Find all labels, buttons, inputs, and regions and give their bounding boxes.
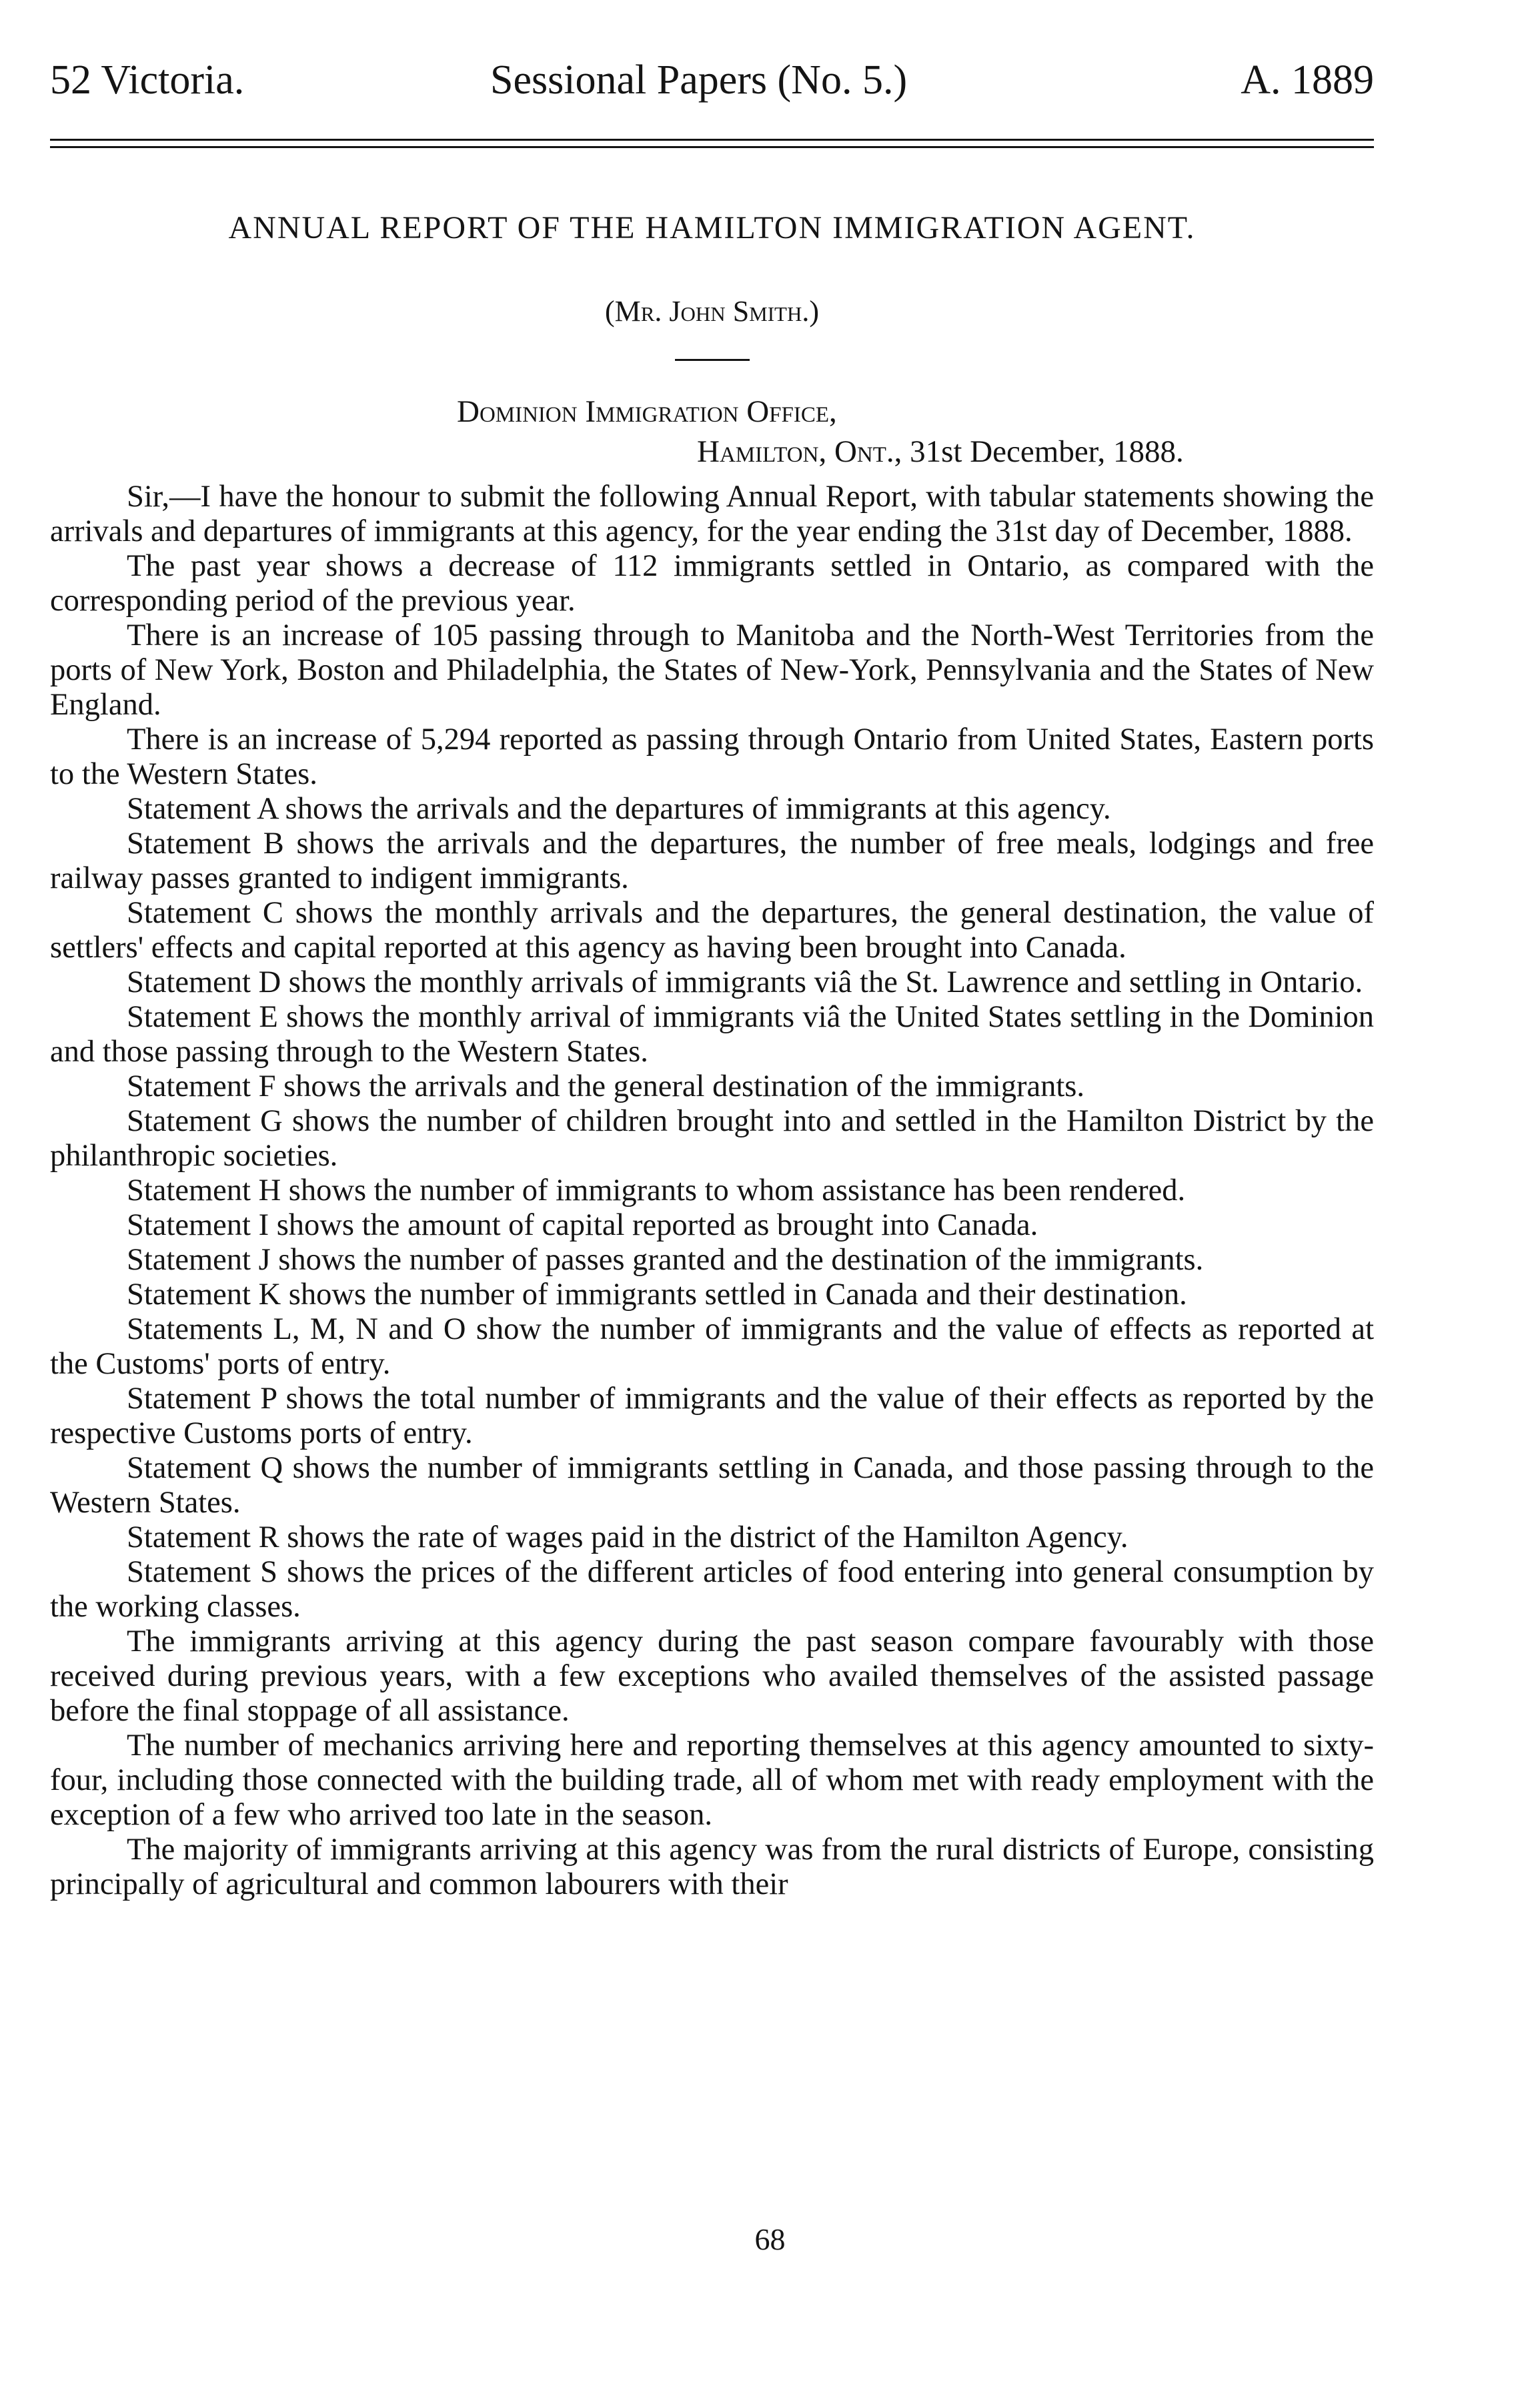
body-paragraph: Statements L, M, N and O show the number of immigrants and the value of effects as reported at the Customs' ports of entry.	[50, 1312, 1374, 1381]
header-double-rule	[50, 139, 1374, 148]
document-page	[50, 40, 1374, 1902]
agent-name: (Mr. John Smith.)	[604, 295, 820, 328]
body-paragraph: Statement B shows the arrivals and the departures, the number of free meals, lodgings and free railway passes granted to indigent immigrants.	[50, 827, 1374, 895]
body-paragraph: Statement E shows the monthly arrival of immigrants viâ the United States settling in the Dominion and those passing through to the Western States.	[50, 1000, 1374, 1069]
body-paragraph: Statement H shows the number of immigrants to whom assistance has been rendered.	[127, 1173, 1186, 1208]
body-paragraph: Statement F shows the arrivals and the general destination of the immigrants.	[127, 1069, 1085, 1103]
body-paragraph: Statement A shows the arrivals and the departures of immigrants at this agency.	[127, 792, 1111, 826]
body-paragraph: The immigrants arriving at this agency during the past season compare favourably with those received during previous years, with a few exceptions who availed themselves of the assisted passage before the final stoppage of all assistance.	[50, 1624, 1374, 1728]
sessional-papers-label: Sessional Papers (No. 5.)	[490, 57, 908, 103]
body-paragraph: There is an increase of 5,294 reported as passing through Ontario from United States, Eastern ports to the Western States.	[50, 723, 1374, 791]
report-title: ANNUAL REPORT OF THE HAMILTON IMMIGRATION AGENT.	[228, 210, 1196, 246]
office-dateline	[50, 392, 1374, 472]
body-paragraph: Statement K shows the number of immigrants settled in Canada and their destination.	[127, 1278, 1187, 1312]
body-paragraph: The number of mechanics arriving here and reporting themselves at this agency amounted to sixty-four, including those connected with the building trade, all of whom met with ready employment with the exception of a few who arrived too late in the season.	[50, 1729, 1374, 1832]
body-paragraph: The majority of immigrants arriving at this agency was from the rural districts of Europe, consisting principally of agricultural and common labourers with their	[50, 1833, 1374, 1901]
office-date: 31st December, 1888.	[902, 434, 1184, 469]
body-paragraph: Statement J shows the number of passes granted and the destination of the immigrants.	[127, 1243, 1204, 1277]
office-place: Hamilton, Ont.,	[697, 434, 902, 469]
running-head	[50, 40, 1374, 120]
body-paragraph: Statement D shows the monthly arrivals of immigrants viâ the St. Lawrence and settling in Ontario.	[127, 965, 1363, 999]
body-paragraph: Statement Q shows the number of immigrants settling in Canada, and those passing through to the Western States.	[50, 1451, 1374, 1520]
body-paragraph: Statement R shows the rate of wages paid in the district of the Hamilton Agency.	[127, 1520, 1128, 1554]
report-body	[50, 480, 1374, 1902]
body-paragraph: Statement S shows the prices of the different articles of food entering into general consumption by the working classes.	[50, 1555, 1374, 1624]
body-paragraph: Sir,—I have the honour to submit the following Annual Report, with tabular statements showing the arrivals and departures of immigrants at this agency, for the year ending the 31st day of December, 1888.	[50, 480, 1374, 548]
regnal-year: 52 Victoria.	[50, 57, 245, 103]
body-paragraph: The past year shows a decrease of 112 immigrants settled in Ontario, as compared with the corresponding period of the previous year.	[50, 549, 1374, 618]
body-paragraph: Statement P shows the total number of immigrants and the value of their effects as reported by the respective Customs ports of entry.	[50, 1382, 1374, 1450]
body-paragraph: Statement G shows the number of children brought into and settled in the Hamilton District by the philanthropic societies.	[50, 1104, 1374, 1173]
body-paragraph: Statement I shows the amount of capital reported as brought into Canada.	[127, 1208, 1038, 1242]
office-place-date	[50, 432, 1374, 472]
year-label: A. 1889	[1241, 57, 1374, 103]
page-number: 68	[754, 2222, 786, 2256]
body-paragraph: There is an increase of 105 passing through to Manitoba and the North-West Territories from the ports of New York, Boston and Philadelphia, the States of New-York, Pennsylvania and the States of New England.	[50, 618, 1374, 722]
body-paragraph: Statement C shows the monthly arrivals and the departures, the general destination, the value of settlers' effects and capital reported at this agency as having been brought into Canada.	[50, 896, 1374, 965]
office-name: Dominion Immigration Office,	[457, 394, 837, 429]
title-divider	[675, 359, 750, 361]
